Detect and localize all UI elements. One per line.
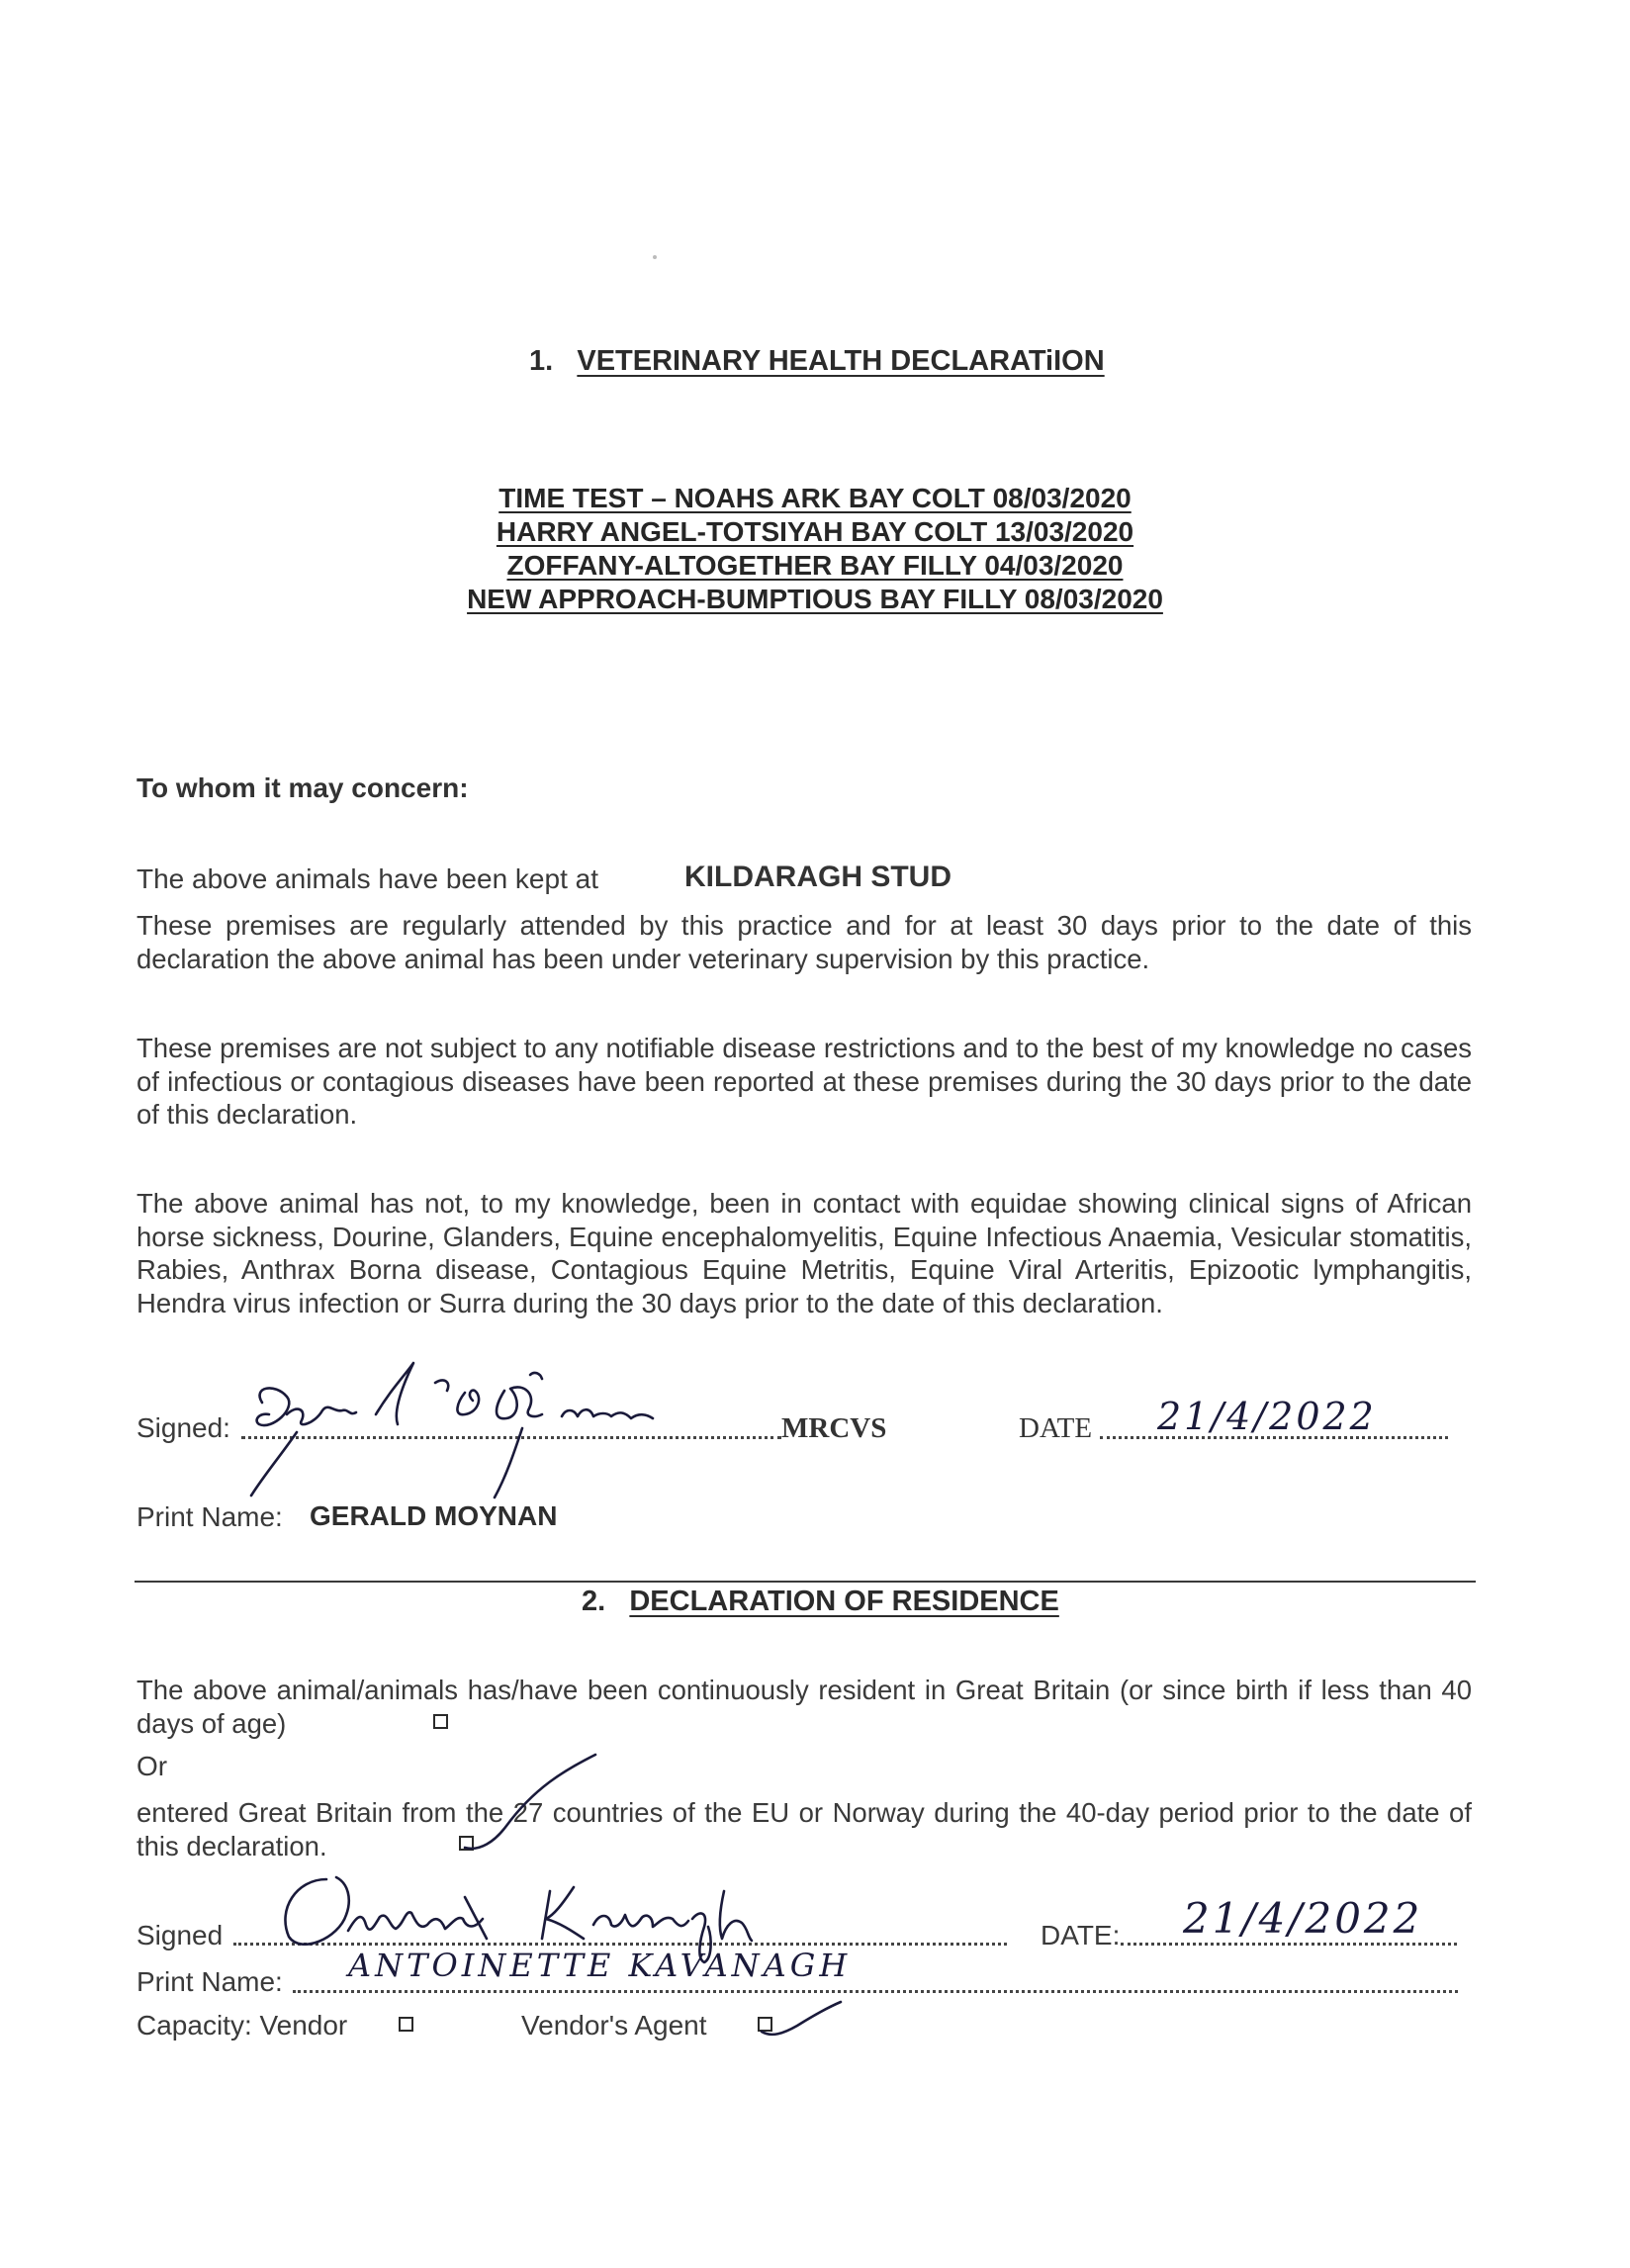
animal-entry: TIME TEST – NOAHS ARK BAY COLT 08/03/2020 — [498, 483, 1132, 513]
section-2-title: DECLARATION OF RESIDENCE — [629, 1586, 1059, 1617]
or-label: Or — [136, 1751, 168, 1781]
premises-name: KILDARAGH STUD — [684, 861, 951, 893]
animal-entry: HARRY ANGEL-TOTSIYAH BAY COLT 13/03/2020 — [496, 516, 1134, 547]
vet-date-handwritten: 21/4/2022 — [1157, 1395, 1377, 1438]
vet-signed-label: Signed: — [136, 1412, 230, 1443]
vet-print-name: GERALD MOYNAN — [310, 1500, 558, 1531]
tick-agent — [762, 2002, 841, 2035]
mrcvs-suffix: MRCVS — [781, 1412, 887, 1444]
section-1-number: 1. — [529, 345, 554, 377]
restrictions-paragraph: These premises are not subject to any notifiable disease restrictions and to the best of my knowledge no cases of infectious or contagious diseases have been reported at these premises during the 30 days prior to the date of this declaration. — [136, 1033, 1472, 1130]
vet-signature-scribble — [251, 1363, 653, 1497]
vet-date-label: DATE — [1019, 1412, 1093, 1444]
disease-contact-paragraph: The above animal has not, to my knowledge, been in contact with equidae showing clinical signs of African horse sickness, Dourine, Glanders, Equine encephalomyelitis, Equine Infectious Anaemia, Vesicular stomatitis, Rabies, Anthrax Borna disease, Contagious Equine Metritis, Equine Viral Arteritis, Epizootic lymphangitis, Hendra virus infection or Surra during the 30 days prior to the date of this declaration. — [136, 1188, 1472, 1318]
vendor-print-name-label: Print Name: — [136, 1966, 283, 1997]
vendor-date-label: DATE: — [1041, 1920, 1121, 1950]
residence-option-2: entered Great Britain from the 27 countries of the EU or Norway during the 40-day period prior to the date of this declaration. — [136, 1797, 1472, 1861]
vet-print-name-label: Print Name: — [136, 1501, 283, 1532]
vendor-date-handwritten: 21/4/2022 — [1183, 1894, 1423, 1943]
vendors-agent-label: Vendor's Agent — [521, 2010, 707, 2041]
salutation: To whom it may concern: — [136, 772, 469, 803]
animal-entry: ZOFFANY-ALTOGETHER BAY FILLY 04/03/2020 — [506, 550, 1124, 581]
tick-long — [465, 1755, 595, 1849]
kept-at-label: The above animals have been kept at — [136, 863, 598, 894]
vendor-signed-label: Signed — [136, 1920, 224, 1950]
vendor-signature-scribble — [285, 1877, 752, 1962]
animal-entry: NEW APPROACH-BUMPTIOUS BAY FILLY 08/03/2020 — [467, 584, 1163, 614]
section-2-number: 2. — [582, 1586, 606, 1617]
supervision-paragraph: These premises are regularly attended by this practice and for at least 30 days prior to the date of this declaration the above animal has been under veterinary supervision by this practice. — [136, 910, 1472, 974]
section-1-title: VETERINARY HEALTH DECLARATiION — [577, 345, 1105, 377]
vendor-print-name-handwritten: ANTOINETTE KAVANAGH — [348, 1947, 852, 1984]
capacity-vendor-label: Capacity: Vendor — [136, 2010, 348, 2041]
residence-option-1: The above animal/animals has/have been continuously resident in Great Britain (or since birth if less than 40 days of age) — [136, 1675, 1472, 1739]
